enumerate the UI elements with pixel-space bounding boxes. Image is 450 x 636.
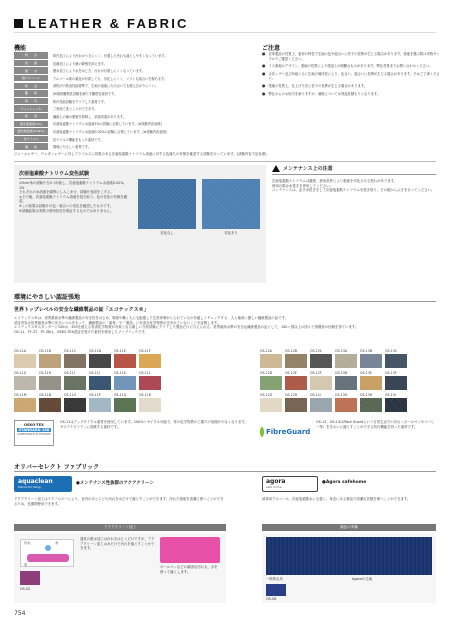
- swatch-code: OS-12H: [285, 393, 298, 397]
- functions-table: [14, 52, 234, 151]
- water-drop-icon: [45, 545, 51, 551]
- swatch-code: OS-11G: [14, 371, 27, 375]
- swatch-color: [39, 398, 61, 412]
- note-text: 合皮レザー及び布地ともに生地の個体差により、色合い、風合いに差異が生じる場合があります。予めご了承ください。: [268, 71, 440, 81]
- fibreguard-text: FibreGuard: [266, 428, 311, 436]
- function-row: [14, 105, 234, 112]
- os02-swatch: [20, 571, 40, 585]
- pen-stain-photo: [160, 537, 220, 563]
- color-cap-left: 一般的な布: [266, 577, 283, 581]
- fabric-swatch[interactable]: [114, 349, 136, 368]
- test-divider: [14, 161, 436, 162]
- swatch-code: OS-12F: [310, 371, 322, 375]
- function-text: 消防法の防炎性能基準で、生地の表面に火が点いても燃え広がりにくい。: [53, 84, 159, 89]
- function-tag: ウォッシャブル: [14, 105, 48, 111]
- fabric-swatch[interactable]: [14, 349, 36, 368]
- text-line: エコテックス®スタンダード100は、350を超える有害化学物質が対象となる厳しい分析試験にクリアした製品だけに与えられる、世界最高水準の安全な繊維製品の証として、100ヶ国以上の国々で消費者の信頼を得ています。: [14, 325, 359, 330]
- caption-left: 変化なし: [160, 231, 174, 235]
- swatch-color: [385, 376, 407, 390]
- warning-icon: [272, 165, 280, 172]
- process-line-2: ボールペンなどの頑固な汚れも、水を使って落とします。: [160, 565, 218, 574]
- fabric-swatch[interactable]: [139, 349, 161, 368]
- swatch-code: OS-11P: [89, 393, 101, 397]
- swatch-code: OS-11Q: [114, 393, 127, 397]
- function-text: 次亜塩素酸ナトリウム水溶液0.02%の試験に合格しています。(※試験内容参照): [53, 129, 167, 134]
- function-tag: 耐次亜塩素(0.02%): [14, 128, 48, 134]
- swatch-code: OS-13I: [385, 393, 396, 397]
- text-line: ※この結果は試験片の色・風合いの変化を確認したものです。: [19, 203, 114, 208]
- maintenance-box: [272, 165, 436, 283]
- color-test-title: 顔色の実験: [262, 524, 436, 531]
- notes-heading: ご注意: [262, 45, 281, 52]
- label-dirt: 汚れ: [24, 541, 31, 545]
- fabric-swatch[interactable]: [335, 393, 357, 412]
- note-item: [262, 84, 440, 89]
- swatch-color: [310, 376, 332, 390]
- note-text: 弊社からのお取引を承りますが、価格については別途見積もりとなります。: [268, 91, 381, 96]
- label-fabric: 布: [24, 563, 28, 567]
- bullet-icon: ●: [262, 63, 266, 69]
- fibreguard-note: OS-12、OS-13はFibre Guardという日常生活での汚れ（ボールペンやコーヒー等）をきれいに落とすことができる防汚機能を持った素材です。: [316, 420, 435, 429]
- swatch-color: [89, 398, 111, 412]
- swatch-code: OS-11C: [64, 349, 76, 353]
- eco-subheading: 世界トップレベルの安全な繊維製品の証「エコテックス®」: [14, 307, 149, 313]
- swatch-row: [14, 349, 161, 368]
- fabric-swatch[interactable]: [260, 349, 282, 368]
- function-tag: 耐次亜塩素(1%): [14, 121, 48, 127]
- function-tag: 防 汚: [14, 98, 48, 104]
- swatches-left: [14, 349, 161, 415]
- swatch-color: [114, 398, 136, 412]
- function-text: 抗菌加工により菌の繁殖を抑えます。: [53, 61, 107, 66]
- swatch-code: OS-11H: [39, 371, 52, 375]
- fibreguard-logo: [260, 418, 310, 446]
- note-text: 皮革製品の性質上、素材の特性で生地の色や風合いに若干の差異が生じる場合があります。張地を選ぶ際は実物サンプルでご確認ください。: [268, 52, 440, 61]
- text-line: 使用の際は水拭きを併用してください。: [272, 183, 334, 188]
- function-row: [14, 98, 234, 105]
- function-tag: 耐アルコール: [14, 75, 48, 81]
- text-line: ※試験結果は実際の使用状況を保証するものではありません。: [19, 208, 114, 213]
- swatch-code: OS-12A: [260, 349, 272, 353]
- swatch-color: [360, 376, 382, 390]
- swatch-color: [139, 354, 161, 368]
- aqua-title: ●メンテナンス性抜群のアクアクリーン: [76, 481, 154, 486]
- agora-logo-sub: safe home: [266, 485, 282, 489]
- agora-logo: [262, 476, 318, 492]
- function-tag: 撥 水: [14, 67, 48, 73]
- fabric-swatch[interactable]: [360, 349, 382, 368]
- oeko-line: STANDARD 100: [18, 428, 50, 432]
- maintenance-header: [272, 165, 436, 175]
- function-tag: 抗ウイルス: [14, 136, 48, 142]
- fabric-swatch[interactable]: [14, 393, 36, 412]
- swatch-color: [310, 354, 332, 368]
- os11-note: OS-11はアップサイクル素材を使用しています。100%リサイクル可能で、体の化学物質の工場での処理が少なくなります。サステナビリティに貢献する素材です。: [60, 420, 248, 429]
- fabric-swatch[interactable]: [64, 393, 86, 412]
- color-test-photo: [266, 537, 432, 575]
- swatch-code: OS-13E: [360, 371, 372, 375]
- swatch-color: [89, 354, 111, 368]
- fabric-swatch[interactable]: [310, 371, 332, 390]
- function-tag: 防 炎: [14, 83, 48, 89]
- eco-divider: [14, 301, 436, 302]
- text-line: ①5cm角の試験片を2つ用意し、次亜塩素酸ナトリウム水溶液0.02%、1%: [19, 181, 128, 190]
- page-number: 754: [14, 610, 26, 617]
- swatch-code: OS-12G: [260, 393, 273, 397]
- swatch-color: [310, 398, 332, 412]
- swatch-code: OS-13A: [335, 349, 347, 353]
- oeko-brand: OEKO-TEX: [24, 423, 44, 427]
- fibreguard-icon: [260, 427, 264, 437]
- note-item: [262, 92, 440, 97]
- function-text: ご家庭で洗うことができます。: [53, 107, 98, 112]
- fabric-swatch[interactable]: [260, 371, 282, 390]
- maintenance-title: メンテナンス上の注意: [283, 166, 333, 172]
- aqua-text: アクアクリーン加工はテクノロジーにより、室内のほとんどの汚れを水だけで落とすことができます。汚れた張地を清潔に保つことができるため、長期間使用できます。: [14, 497, 224, 506]
- swatch-code: OS-11A: [14, 349, 26, 353]
- function-tag: 防 水: [14, 52, 48, 58]
- fabric-swatch[interactable]: [310, 349, 332, 368]
- test-box-title: 次亜塩素酸ナトリウム変色試験: [19, 171, 89, 177]
- eco-text: [14, 316, 436, 334]
- color-test-box: [262, 533, 436, 603]
- swatch-color: [385, 354, 407, 368]
- swatch-color: [39, 376, 61, 390]
- fabric-swatch[interactable]: [335, 349, 357, 368]
- aqua-process-title: アクアクリーン加工: [14, 524, 226, 531]
- text-line: エコテックス®は、世界最高水準の繊維製品の安全性をはじめ、環境や働く人にも配慮した生産体制がとられているかを厳しくチェックする、人と地球に優しい繊維製品の証です。: [14, 316, 289, 320]
- swatch-color: [64, 398, 86, 412]
- fabric-swatch[interactable]: [89, 371, 111, 390]
- swatch-code: OS-12D: [260, 371, 273, 375]
- page-title-text: LEATHER & FABRIC: [28, 16, 189, 31]
- note-text: 張地の性質上、仕上げ寸法に若干の差異が生じる場合があります。: [268, 83, 368, 88]
- swatch-code: OS-11E: [114, 349, 126, 353]
- function-row: [14, 90, 234, 97]
- swatch-code: OS-13F: [385, 371, 397, 375]
- swatch-color: [39, 354, 61, 368]
- sample-changed: [202, 179, 260, 229]
- swatch-row: [260, 349, 407, 368]
- test-box-lines: [19, 181, 131, 213]
- bullet-icon: ●: [262, 51, 266, 56]
- swatch-row: [260, 371, 407, 390]
- swatch-color: [260, 398, 282, 412]
- swatch-code: OS-11K: [114, 371, 126, 375]
- swatch-code: OS-11I: [64, 371, 75, 375]
- swatch-color: [260, 354, 282, 368]
- oeko-sub: CONFIDENCE IN TEXTILES: [17, 433, 51, 436]
- swatch-code: OS-13H: [360, 393, 373, 397]
- text-line: メンテナンスは、必ず水拭きをして次亜塩素酸ナトリウムを拭き取り、その後からぶきを行ってください。: [272, 188, 435, 193]
- function-tag: 機 能: [14, 143, 48, 149]
- oeko-tex-logo: [14, 420, 54, 446]
- swatch-color: [114, 354, 136, 368]
- swatch-code: OS-12E: [285, 371, 297, 375]
- fabric-swatch[interactable]: [260, 393, 282, 412]
- swatch-row: [14, 393, 161, 412]
- eco-heading: 環境にやさしい認証張地: [14, 294, 81, 301]
- swatch-color: [335, 376, 357, 390]
- agora-logo-text: agora: [266, 478, 286, 485]
- fabric-swatch[interactable]: [89, 393, 111, 412]
- function-text: 防汚性能試験をクリアした素材です。: [53, 99, 107, 104]
- swatch-color: [285, 354, 307, 368]
- swatches-right: [260, 349, 407, 415]
- swatch-code: OS-11J: [89, 371, 100, 375]
- swatch-color: [114, 376, 136, 390]
- text-line: 認証内容は世界最高水準の安全レベルをもって、繊維製品の「素材」や「製品」に有害な化学物質が含まれていないことを証明します。: [14, 320, 221, 325]
- function-text: 次亜塩素酸ナトリウム水溶液1%の試験に合格しています。(※試験内容参照): [53, 122, 162, 127]
- swatch-color: [14, 354, 36, 368]
- swatch-code: OS-11N: [39, 393, 52, 397]
- fabric-swatch[interactable]: [89, 349, 111, 368]
- fabric-swatch[interactable]: [310, 393, 332, 412]
- swatch-color: [385, 398, 407, 412]
- swatch-code: OS-11B: [39, 349, 51, 353]
- test-note: ビニールレザー、ウレタンレザーに対してウイルスに効果のある次亜塩素酸ナトリウム溶液に対する色落ちの有無を確認する試験を行っています。(試験内容下記参照): [14, 152, 267, 156]
- swatch-color: [139, 398, 161, 412]
- fabric-swatch[interactable]: [64, 371, 86, 390]
- swatch-color: [139, 376, 161, 390]
- process-diagram: [20, 539, 74, 567]
- test-box: [14, 165, 266, 283]
- swatch-code: OS-13G: [335, 393, 348, 397]
- function-row: [14, 143, 234, 150]
- swatch-color: [285, 376, 307, 390]
- function-text: 防汚加工により汚れがつきにくく、付着した汚れも落としやすくなっています。: [53, 54, 168, 58]
- bullet-icon: ●: [262, 70, 266, 76]
- color-cap-right: Agoraの生地: [352, 577, 373, 581]
- swatch-color: [64, 376, 86, 390]
- swatch-code: OS-11F: [139, 349, 151, 353]
- swatch-code: OS-11D: [89, 349, 102, 353]
- aquaclean-logo: [14, 476, 72, 492]
- function-tag: 難 燃: [14, 90, 48, 96]
- function-row: [14, 82, 234, 89]
- function-text: アルコール系の薬品が付着しても、劣化しにくく、ソフトな風合いを保ちます。: [53, 76, 168, 81]
- function-text: 繊維上の菌の繁殖を抑制し、消臭効果があります。: [53, 114, 127, 119]
- swatch-row: [14, 371, 161, 390]
- swatch-color: [260, 376, 282, 390]
- function-row: [14, 128, 234, 135]
- swatch-code: OS-13D: [335, 371, 348, 375]
- function-row: [14, 120, 234, 127]
- text-line: それぞれの水溶液を綿棒にしみこませ、試験片表面をこする。: [19, 190, 114, 195]
- os02-code: OS-02: [20, 587, 31, 591]
- fabric-swatch[interactable]: [385, 371, 407, 390]
- agora-text: 消毒用アルコール、次亜塩素酸水にも強く、身近にある薬品で清潔な状態を保つことができます。: [262, 497, 411, 501]
- aqua-process-box: [14, 533, 226, 603]
- fabric-swatch[interactable]: [360, 393, 382, 412]
- fabric-swatch[interactable]: [285, 349, 307, 368]
- fabric-swatch[interactable]: [385, 393, 407, 412]
- label-water: 水: [55, 541, 59, 545]
- swatch-color: [360, 354, 382, 368]
- swatch-color: [285, 398, 307, 412]
- swatch-code: OS-11M: [14, 393, 27, 397]
- fabric-swatch[interactable]: [335, 371, 357, 390]
- aquaclean-logo-text: aquaclean: [18, 478, 53, 485]
- function-row: [14, 67, 234, 74]
- agora-title: ●Agora safehome: [322, 480, 367, 485]
- function-text: 撥水加工により水をはじき、汚れが付着しにくくなっています。: [53, 69, 146, 74]
- title-square-icon: [14, 19, 23, 28]
- note-item: [262, 64, 440, 69]
- os08-swatch: [266, 584, 286, 596]
- bullet-icon: ●: [262, 90, 266, 96]
- fabric-swatch[interactable]: [139, 393, 161, 412]
- fabric-swatch[interactable]: [139, 371, 161, 390]
- fabric-swatch[interactable]: [360, 371, 382, 390]
- notes-list: [262, 52, 440, 99]
- swatch-code: OS-11R: [139, 393, 151, 397]
- caption-right: 変化あり: [224, 231, 238, 235]
- function-row: [14, 136, 234, 143]
- process-line-1: 通常の撥水加工は汚れをはじくだけですが、アクアクリーン加工は水だけで汚れを落とすことができます。: [80, 537, 155, 551]
- function-row: [14, 113, 234, 120]
- swatch-code: OS-13B: [360, 349, 372, 353]
- note-item: [262, 72, 440, 81]
- fabric-swatch[interactable]: [39, 349, 61, 368]
- swatch-color: [89, 376, 111, 390]
- fabric-swatch[interactable]: [64, 349, 86, 368]
- fabric-swatch[interactable]: [385, 349, 407, 368]
- fabric-swatch[interactable]: [39, 371, 61, 390]
- function-row: [14, 60, 234, 67]
- fabric-sample: [27, 554, 69, 562]
- text-line: ②その後、次亜塩素酸ナトリウム溶液を拭き取り、色の変化の有無を確認。: [19, 194, 128, 204]
- function-text: JIS規格難燃性試験を満たす難燃性素材です。: [53, 91, 118, 96]
- orient-divider: [14, 471, 436, 472]
- orient-heading: オリバーセレクト ファブリック: [14, 464, 100, 471]
- function-row: [14, 75, 234, 82]
- function-tag: 防 臭: [14, 113, 48, 119]
- function-text: 環境にやさしい素材です。: [53, 145, 91, 150]
- swatch-color: [14, 376, 36, 390]
- swatch-code: OS-12C: [310, 349, 322, 353]
- swatch-code: OS-11L: [139, 371, 151, 375]
- swatch-color: [335, 398, 357, 412]
- swatch-color: [360, 398, 382, 412]
- maintenance-lines: [272, 179, 436, 193]
- function-row: [14, 52, 234, 59]
- function-tag: 抗 菌: [14, 60, 48, 66]
- fabric-swatch[interactable]: [39, 393, 61, 412]
- os08-code: OS-08: [266, 597, 277, 601]
- fabric-swatch[interactable]: [114, 371, 136, 390]
- note-text: イス張地のデザイン、張地の性質により張加工が困難なものがあります。弊社営業までお問い合わせください。: [268, 64, 433, 69]
- sample-no-change: [138, 179, 196, 229]
- swatch-color: [14, 398, 36, 412]
- swatch-code: OS-11O: [64, 393, 77, 397]
- text-line: 次亜塩素酸ナトリウムは濃度、使用条件により張地を劣化させる恐れがあります。: [272, 179, 398, 183]
- swatch-color: [335, 354, 357, 368]
- text-line: OS-11、FF-37、FF-38は、OEKO-TEX認証を受けた素材を使用したファブリックです。: [14, 329, 148, 334]
- swatch-row: [260, 393, 407, 412]
- swatch-color: [64, 354, 86, 368]
- fabric-swatch[interactable]: [285, 371, 307, 390]
- note-item: [262, 52, 440, 61]
- page-title: [14, 16, 189, 31]
- bullet-icon: ●: [262, 82, 266, 88]
- fabric-swatch[interactable]: [114, 393, 136, 412]
- functions-heading: 機能: [14, 45, 27, 52]
- swatch-code: OS-12B: [285, 349, 297, 353]
- swatch-code: OS-12I: [310, 393, 321, 397]
- aquaclean-logo-sub: fabrics for living: [18, 485, 41, 489]
- swatch-code: OS-13C: [385, 349, 397, 353]
- fabric-swatch[interactable]: [285, 393, 307, 412]
- title-divider: [14, 32, 436, 33]
- function-text: 抗ウイルス機能をもった素材です。: [53, 137, 104, 142]
- fabric-swatch[interactable]: [14, 371, 36, 390]
